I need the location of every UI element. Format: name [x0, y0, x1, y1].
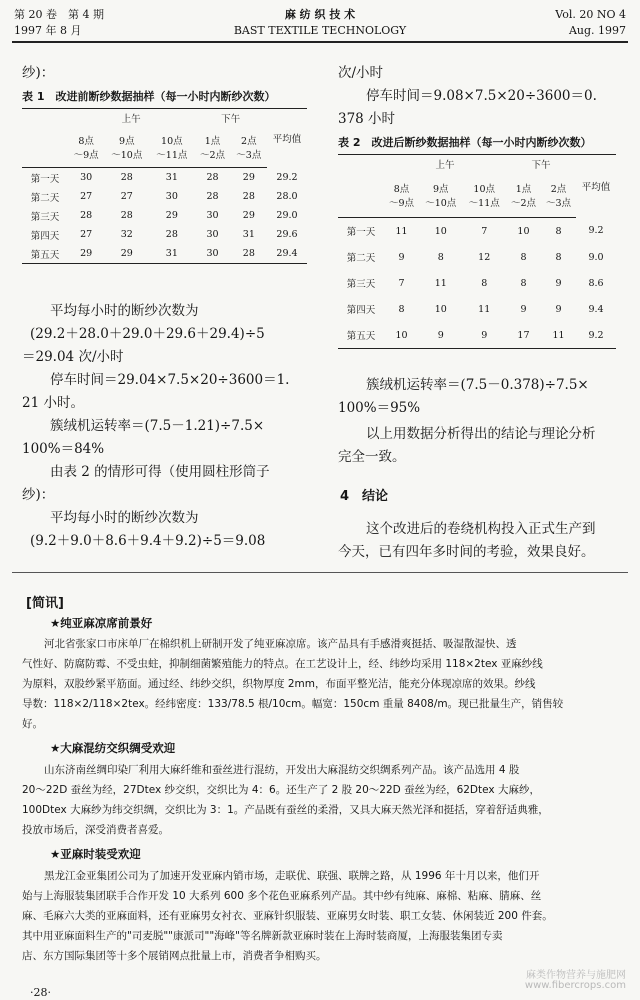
row-label: 第三天 — [346, 279, 376, 290]
table2-caption: 表 2 改进后断纱数据抽样（每一小时内断纱次数） — [338, 136, 592, 149]
table-cell: 10 — [434, 303, 447, 315]
table2-slot-corner — [338, 173, 384, 218]
table-cell: 8.6 — [588, 277, 604, 289]
table-cell: 30 — [206, 229, 219, 240]
table-row — [22, 225, 307, 244]
news-item-1-title: ★纯亚麻凉席前景好 — [50, 616, 153, 630]
right-para-5: 以上用数据分析得出的结论与理论分析 — [366, 426, 596, 442]
table-cell: 30 — [80, 172, 93, 183]
news-line: 店、东方国际集团等十多个展销网点批量上市，消费者争相购买。 — [22, 950, 327, 962]
table-cell: 9.0 — [588, 251, 604, 263]
right-para-7: 这个改进后的卷绕机构投入正式生产到 — [366, 521, 596, 537]
left-para-2: (29.2＋28.0＋29.0＋29.6＋29.4)÷5 — [30, 326, 265, 342]
table1-caption: 表 1 改进前断纱数据抽样（每一小时内断纱次数） — [22, 90, 276, 103]
table-cell: 28 — [231, 244, 267, 264]
header-volume-en: Vol. 20 NO 4 — [555, 8, 626, 21]
table-cell: 29.2 — [276, 171, 298, 183]
table-cell: 30 — [206, 210, 219, 221]
header-date-en: Aug. 1997 — [568, 24, 626, 37]
table-cell: 28 — [80, 210, 93, 221]
table1-avg-header: 平均值 — [267, 109, 307, 168]
table-cell: 11 — [541, 322, 576, 349]
table-cell: 31 — [242, 229, 255, 240]
table1-slot-corner — [22, 127, 68, 168]
table-cell: 12 — [478, 251, 491, 263]
left-para-9: 纱)： — [22, 487, 55, 503]
row-label: 第四天 — [30, 230, 60, 242]
table2-corner — [338, 155, 384, 174]
table-cell: 9 — [555, 303, 562, 315]
table1-slot-header: 9点 ～10点 — [104, 127, 149, 168]
table-cell: 8 — [481, 277, 488, 289]
table-cell: 9.4 — [588, 303, 604, 315]
row-label: 第一天 — [346, 227, 376, 238]
news-item-3-title: ★亚麻时装受欢迎 — [50, 847, 141, 861]
right-para-2: 378 小时 — [338, 111, 396, 127]
table1-slot-header: 2点 ～3点 — [231, 127, 267, 168]
news-item-1-body — [22, 634, 632, 734]
table-row — [338, 296, 616, 322]
table-cell: 28 — [165, 229, 178, 240]
table-cell: 30 — [165, 191, 178, 202]
left-para-8: 由表 2 的情形可得（使用圆柱形筒子 — [50, 464, 270, 480]
row-label: 第二天 — [30, 192, 60, 204]
news-line: 投放市场后，深受消费者喜爱。 — [22, 824, 169, 836]
table2-slot-header: 9点 ～10点 — [419, 173, 462, 218]
news-line: 导数：118×2/118×2tex。经纬密度：133/78.5 根/10cm。幅宽：150cm 重量 8408/m。现已批量生产，销售较 — [22, 698, 564, 710]
section-divider — [12, 572, 628, 573]
table-cell: 32 — [120, 229, 133, 240]
right-para-4: 100%＝95% — [338, 400, 421, 416]
table2-slot-header: 8点 ～9点 — [384, 173, 419, 218]
table-row — [338, 244, 616, 270]
table-cell: 9 — [398, 251, 405, 263]
table-cell: 10 — [434, 225, 447, 237]
table-cell: 9 — [419, 322, 462, 349]
right-para-6: 完全一致。 — [338, 449, 406, 465]
table-row — [22, 244, 307, 264]
table-cell: 27 — [120, 191, 133, 202]
section-heading-conclusion: 4 结论 — [340, 489, 389, 504]
table-row — [22, 206, 307, 225]
row-label: 第一天 — [30, 173, 60, 185]
news-line: 黑龙江金亚集团公司为了加速开发亚麻内销市场，走联优、联强、联牌之路，从 1996 年十月以来，他们开 — [44, 870, 540, 882]
header-date-cn: 1997 年 8 月 — [14, 24, 82, 37]
table1-slot-header: 10点 ～11点 — [149, 127, 194, 168]
news-line: 河北省张家口市床单厂在棉织机上研制开发了纯亚麻凉席。该产品具有手感滑爽挺括、吸湿散湿快、透 — [44, 638, 517, 650]
table-cell: 8 — [398, 303, 405, 315]
table-cell: 11 — [478, 303, 491, 315]
table-cell: 28.0 — [276, 191, 298, 202]
news-line: 100Dtex 大麻纱为纬交织绸，交织比为 3：1。产品既有蚕丝的柔滑，又具大麻天然光泽和挺括，穿着舒适典雅， — [22, 804, 549, 816]
left-para-5: 21 小时。 — [22, 395, 84, 411]
table1-slot-header: 8点 ～9点 — [68, 127, 104, 168]
table-cell: 31 — [149, 244, 194, 264]
table-cell: 29.0 — [276, 210, 298, 221]
news-item-2-body — [22, 760, 632, 840]
left-para-7: 100%＝84% — [22, 441, 105, 457]
table-cell: 30 — [194, 244, 230, 264]
left-para-1: 平均每小时的断纱次数为 — [50, 303, 199, 319]
table2-slot-header: 10点 ～11点 — [462, 173, 505, 218]
news-line: 为原料，双股纱紧平筋面。通过经、纬纱交织，织物厚度 2mm，布面平整光洁，能充分体现凉席的效果。纱线 — [22, 678, 536, 690]
journal-title-en: BAST TEXTILE TECHNOLOGY — [233, 24, 407, 37]
news-item-3-body — [22, 866, 632, 966]
table1-morning-header: 上午 — [68, 109, 194, 128]
table-cell: 29 — [104, 244, 149, 264]
table-cell: 10 — [384, 322, 419, 349]
table-cell: 11 — [434, 277, 447, 289]
table2-afternoon-header: 下午 — [506, 155, 576, 174]
table-cell: 17 — [506, 322, 541, 349]
news-item-2-title: ★大麻混纺交织绸受欢迎 — [50, 741, 176, 755]
table-cell: 7 — [398, 277, 405, 289]
right-para-1: 停车时间＝9.08×7.5×20÷3600＝0. — [366, 88, 597, 104]
table1-corner — [22, 109, 68, 128]
table-row — [22, 187, 307, 206]
watermark-url: www.fibercrops.com — [524, 980, 626, 991]
news-line: 山东济南丝绸印染厂利用大麻纤维和蚕丝进行混纺，开发出大麻混纺交织绸系列产品。该产品选用 4 股 — [44, 764, 520, 776]
news-line: 好。 — [22, 718, 43, 730]
table-cell: 29.6 — [276, 229, 298, 240]
table-2 — [338, 154, 616, 349]
table2-slot-header: 1点 ～2点 — [506, 173, 541, 218]
table-cell: 8 — [555, 251, 562, 263]
right-para-0: 次/小时 — [338, 65, 384, 81]
table-cell: 31 — [165, 172, 178, 183]
right-para-3: 簇绒机运转率＝(7.5－0.378)÷7.5× — [366, 377, 589, 393]
row-label: 第三天 — [30, 211, 60, 223]
table-cell: 10 — [517, 225, 530, 237]
row-label: 第五天 — [338, 322, 384, 349]
table-cell: 29 — [68, 244, 104, 264]
row-label: 第二天 — [346, 253, 376, 264]
news-label: [简讯] — [26, 596, 64, 611]
left-para-6: 簇绒机运转率＝(7.5－1.21)÷7.5× — [50, 418, 265, 434]
table-cell: 27 — [80, 191, 93, 202]
table-cell: 11 — [395, 225, 408, 237]
table-cell: 8 — [520, 277, 527, 289]
table-row — [338, 322, 616, 349]
left-para-10: 平均每小时的断纱次数为 — [50, 510, 199, 526]
table-cell: 29 — [242, 172, 255, 183]
table1-slot-header: 1点 ～2点 — [194, 127, 230, 168]
news-line: 麻、毛麻六大类的亚麻面料，还有亚麻男女衬衣、亚麻针织服装、亚麻男女时装、职工女装、休闲装近 200 件套。 — [22, 910, 553, 922]
journal-title-cn: 麻 纺 织 技 术 — [284, 8, 356, 21]
right-para-8: 今天，已有四年多时间的考验，效果良好。 — [338, 544, 595, 560]
table-cell: 9.2 — [588, 225, 604, 237]
table-row — [338, 270, 616, 296]
table2-avg-header: 平均值 — [576, 155, 616, 218]
page-number: ·28· — [30, 986, 51, 999]
table2-morning-header: 上午 — [384, 155, 506, 174]
left-para-4: 停车时间＝29.04×7.5×20÷3600＝1. — [50, 372, 290, 388]
table-cell: 28 — [206, 191, 219, 202]
news-section — [22, 612, 632, 966]
news-line: 始与上海服装集团联手合作开发 10 大系列 600 多个花色亚麻系列产品。其中纱有纯麻、麻棉、粘麻、腈麻、丝 — [22, 890, 542, 902]
left-para-3: ＝29.04 次/小时 — [22, 349, 124, 365]
table-cell: 28 — [242, 191, 255, 202]
table-cell: 27 — [80, 229, 93, 240]
table-cell: 28 — [206, 172, 219, 183]
table2-slot-header: 2点 ～3点 — [541, 173, 576, 218]
header-rule — [12, 41, 628, 43]
table-cell: 29 — [165, 210, 178, 221]
table-cell: 9 — [462, 322, 505, 349]
news-line: 20～22D 蚕丝为经，27Dtex 纱交织，交织比为 4：6。还生产了 2 股 20～22D 蚕丝为经，62Dtex 大麻纱， — [22, 784, 540, 796]
table1-afternoon-header: 下午 — [194, 109, 267, 128]
table-cell: 28 — [120, 172, 133, 183]
news-line: 气性好、防腐防霉、不受虫蛀，抑制细菌繁殖能力的特点。在工艺设计上，经、纬纱均采用 118×2tex 亚麻纱线 — [22, 658, 543, 670]
table-cell: 8 — [437, 251, 444, 263]
table-1 — [22, 108, 307, 264]
table-cell: 29 — [242, 210, 255, 221]
table-cell: 9 — [520, 303, 527, 315]
table-cell: 28 — [120, 210, 133, 221]
row-label: 第四天 — [346, 305, 376, 316]
table-cell: 9 — [555, 277, 562, 289]
news-line: 其中用亚麻面料生产的"司麦脱""康派司""海峰"等名牌新款亚麻时装在上海时装商厦，上海服装集团专卖 — [22, 930, 503, 942]
left-para-0: 纱)： — [22, 65, 55, 81]
table-row — [22, 168, 307, 188]
table-cell: 8 — [555, 225, 562, 237]
table-cell: 9.2 — [576, 322, 616, 349]
row-label: 第五天 — [22, 244, 68, 264]
watermark-cn: 麻类作物营养与施肥网 — [526, 970, 626, 981]
table-cell: 8 — [520, 251, 527, 263]
table-cell: 29.4 — [267, 244, 307, 264]
table-cell: 7 — [481, 225, 488, 237]
header-volume-cn: 第 20 卷 第 4 期 — [14, 8, 104, 21]
table-row — [338, 218, 616, 245]
left-para-11: (9.2＋9.0＋8.6＋9.4＋9.2)÷5＝9.08 — [30, 533, 266, 549]
